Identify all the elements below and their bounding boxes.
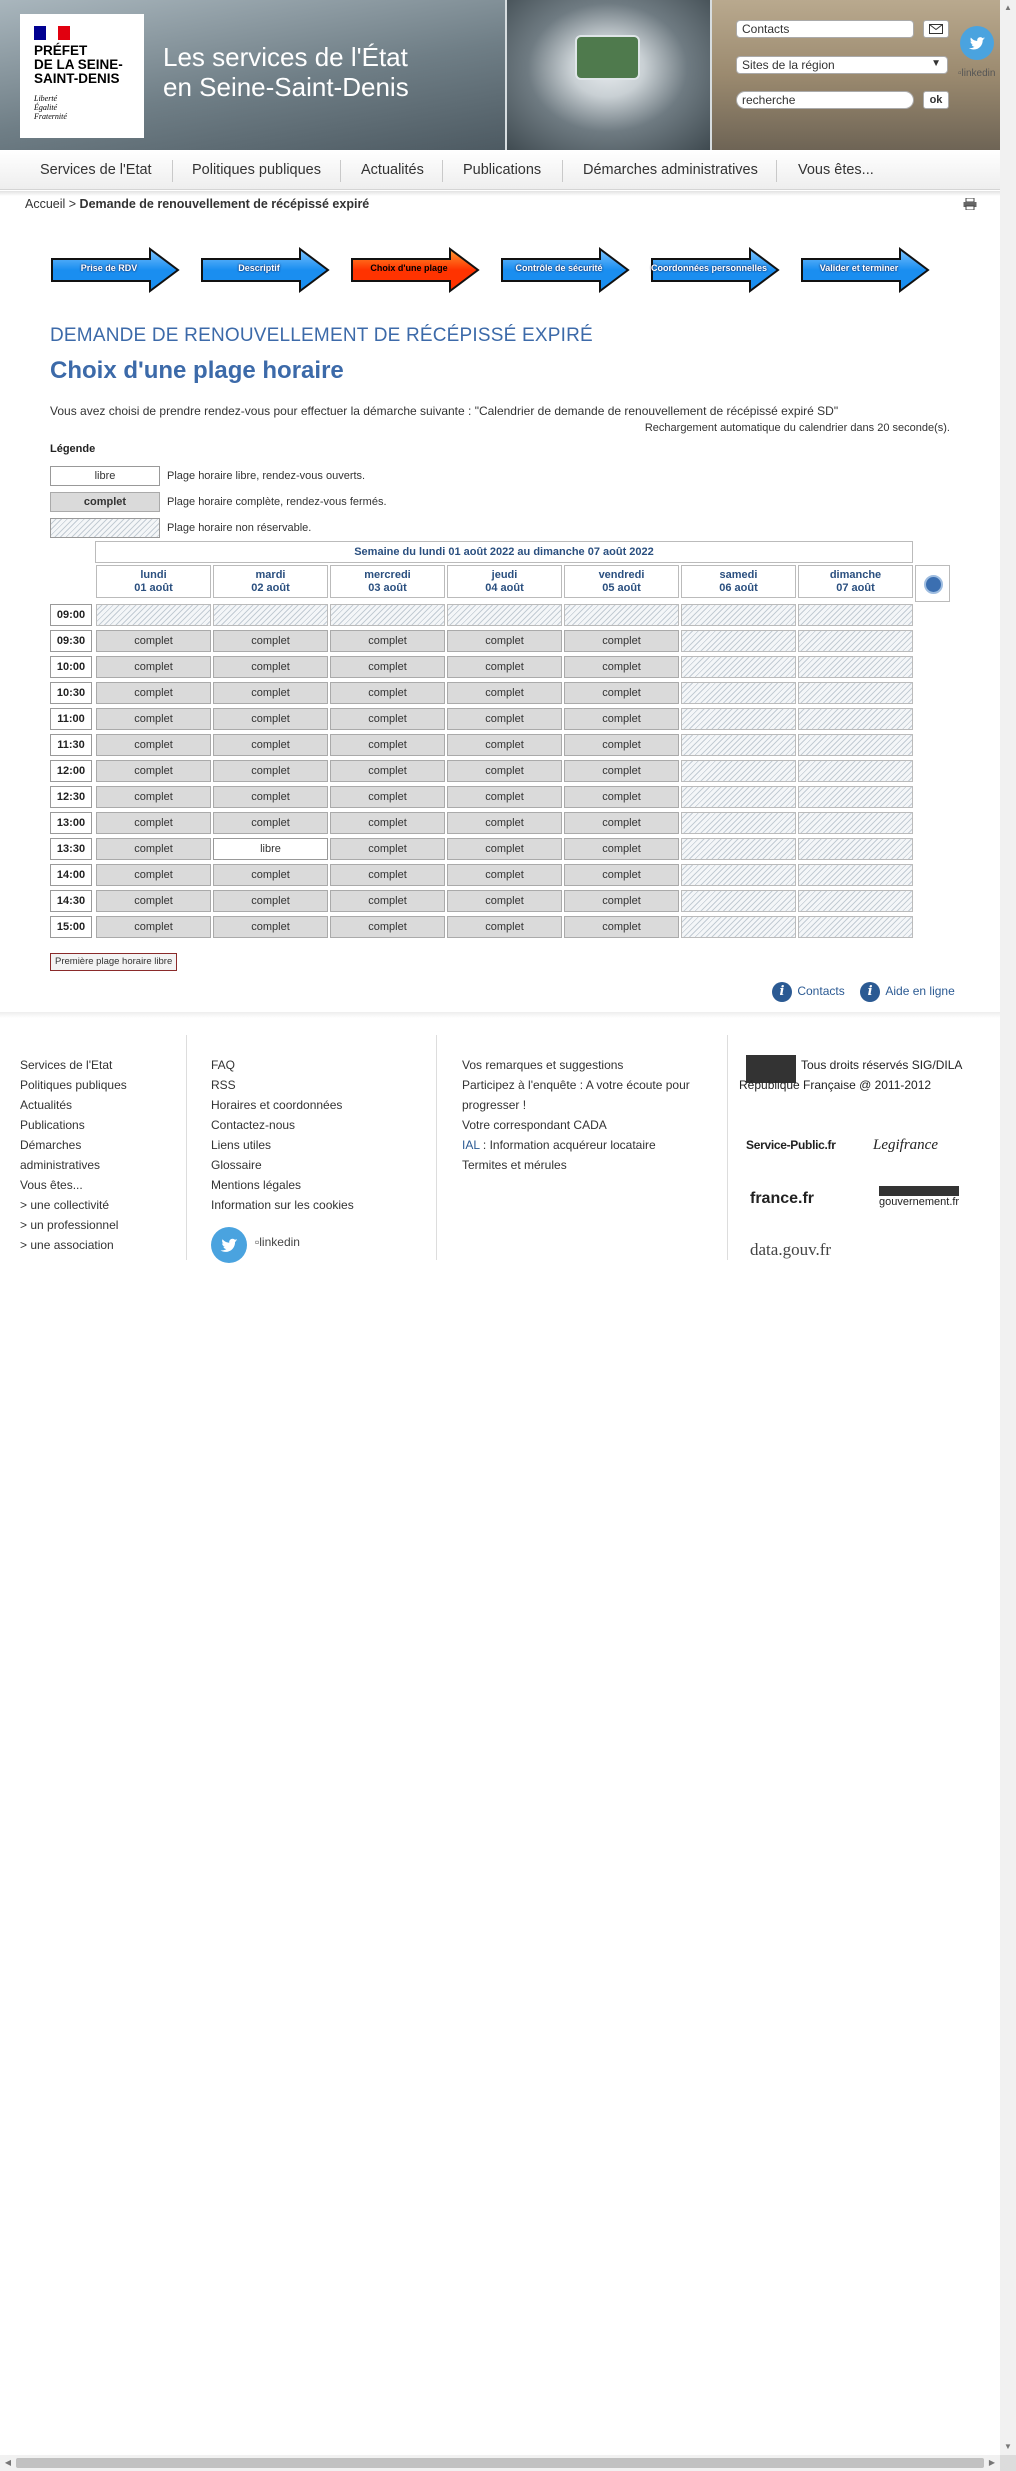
republic-motto: Liberté Égalité Fraternité bbox=[34, 94, 67, 121]
footer-link-enquete[interactable]: Participez à l'enquête : A votre écoute pour progresser ! bbox=[462, 1078, 690, 1112]
slot-full: complet bbox=[96, 734, 211, 756]
slot-full: complet bbox=[564, 890, 679, 912]
day-name: mercredi bbox=[364, 569, 411, 581]
day-header-dimanche bbox=[798, 565, 913, 598]
nav-item-politiques[interactable]: Politiques publiques bbox=[192, 162, 321, 178]
mail-button[interactable] bbox=[923, 20, 949, 38]
day-header-mardi bbox=[213, 565, 328, 598]
france-fr-logo[interactable]: france.fr bbox=[750, 1190, 815, 1207]
slot-full: complet bbox=[564, 916, 679, 938]
slot-full: complet bbox=[447, 760, 562, 782]
slot-full: complet bbox=[213, 734, 328, 756]
slot-full: complet bbox=[330, 708, 445, 730]
slot-unavailable bbox=[681, 838, 796, 860]
slot-unavailable bbox=[798, 630, 913, 652]
stadium-pitch bbox=[575, 35, 640, 80]
nav-item-services[interactable]: Services de l'Etat bbox=[40, 162, 152, 178]
slot-full: complet bbox=[447, 708, 562, 730]
footer-info-link[interactable]: Horaires et coordonnées bbox=[211, 1098, 343, 1112]
horizontal-scroll-thumb[interactable] bbox=[16, 2458, 984, 2468]
slot-full: complet bbox=[96, 812, 211, 834]
footer-info-link[interactable]: Liens utiles bbox=[211, 1138, 272, 1152]
day-date: 04 août bbox=[485, 582, 524, 594]
slot-unavailable bbox=[798, 864, 913, 886]
slot-full: complet bbox=[96, 916, 211, 938]
day-header-lundi bbox=[96, 565, 211, 598]
slot-full: complet bbox=[213, 682, 328, 704]
slot-unavailable bbox=[798, 604, 913, 626]
scrollbar-corner bbox=[1000, 2455, 1016, 2471]
legend-title: Légende bbox=[50, 443, 96, 455]
nav-separator bbox=[776, 160, 777, 182]
linkedin-footer-image[interactable]: ▫linkedin bbox=[255, 1235, 300, 1249]
nav-separator bbox=[172, 160, 173, 182]
footer-info-link[interactable]: Contactez-nous bbox=[211, 1118, 296, 1132]
slot-unavailable bbox=[798, 890, 913, 912]
slot-unavailable bbox=[798, 708, 913, 730]
slot-full: complet bbox=[330, 812, 445, 834]
day-date: 02 août bbox=[251, 582, 290, 594]
time-label: 10:30 bbox=[50, 682, 92, 704]
slot-full: complet bbox=[330, 786, 445, 808]
step-label: Choix d'une plage bbox=[370, 263, 448, 273]
slot-full: complet bbox=[447, 916, 562, 938]
slot-full: complet bbox=[96, 682, 211, 704]
footer-divider bbox=[727, 1035, 728, 1260]
day-header-jeudi bbox=[447, 565, 562, 598]
footer-info-link[interactable]: Glossaire bbox=[211, 1158, 262, 1172]
slot-full: complet bbox=[330, 682, 445, 704]
breadcrumb-separator: > bbox=[65, 197, 80, 211]
footer-info-link[interactable]: RSS bbox=[211, 1078, 236, 1092]
help-link[interactable]: Aide en ligne bbox=[885, 984, 955, 999]
linkedin-header-image[interactable]: ▫linkedin bbox=[958, 68, 996, 79]
nav-item-actualites[interactable]: Actualités bbox=[361, 162, 424, 178]
slot-full: complet bbox=[330, 838, 445, 860]
contacts-link[interactable]: Contacts bbox=[797, 984, 845, 999]
time-label: 15:00 bbox=[50, 916, 92, 938]
slot-unavailable bbox=[681, 656, 796, 678]
slot-full: complet bbox=[213, 916, 328, 938]
time-label: 12:30 bbox=[50, 786, 92, 808]
footer-divider bbox=[186, 1035, 187, 1260]
slot-full: complet bbox=[447, 812, 562, 834]
slot-full: complet bbox=[330, 916, 445, 938]
footer-nav-link[interactable]: > une association bbox=[20, 1238, 114, 1252]
slot-unavailable bbox=[96, 604, 211, 626]
time-label: 09:30 bbox=[50, 630, 92, 652]
day-name: mardi bbox=[255, 569, 286, 581]
breadcrumb-current: Demande de renouvellement de récépissé expiré bbox=[79, 197, 370, 211]
footer-nav-link[interactable]: Vous êtes... bbox=[20, 1178, 83, 1192]
footer-nav-link[interactable]: administratives bbox=[20, 1158, 101, 1172]
slot-full: complet bbox=[330, 890, 445, 912]
step-4 bbox=[500, 247, 632, 293]
slot-full: complet bbox=[96, 864, 211, 886]
slot-unavailable bbox=[681, 604, 796, 626]
next-week-button[interactable] bbox=[915, 565, 950, 602]
sites-region-select[interactable] bbox=[736, 56, 948, 74]
time-label: 14:00 bbox=[50, 864, 92, 886]
day-name: vendredi bbox=[598, 569, 645, 581]
legifrance-logo[interactable]: Legifrance bbox=[873, 1137, 938, 1153]
time-label: 10:00 bbox=[50, 656, 92, 678]
day-date: 03 août bbox=[368, 582, 407, 594]
step-6 bbox=[800, 247, 932, 293]
slot-full: complet bbox=[330, 864, 445, 886]
day-name: lundi bbox=[140, 569, 167, 581]
day-date: 01 août bbox=[134, 582, 173, 594]
slot-full: complet bbox=[96, 656, 211, 678]
slot-unavailable bbox=[213, 604, 328, 626]
twitter-icon bbox=[211, 1227, 247, 1263]
footer-nav-link[interactable]: Publications bbox=[20, 1118, 85, 1132]
slot-full: complet bbox=[447, 838, 562, 860]
week-header: Semaine du lundi 01 août 2022 au dimanche 07 août 2022 bbox=[95, 541, 913, 563]
footer-nav-link[interactable]: > un professionnel bbox=[20, 1218, 119, 1232]
slot-full: complet bbox=[96, 760, 211, 782]
slot-full: complet bbox=[96, 838, 211, 860]
twitter-icon bbox=[960, 26, 994, 60]
slot-unavailable bbox=[681, 916, 796, 938]
procedure-title: DEMANDE DE RENOUVELLEMENT DE RÉCÉPISSÉ EXPIRÉ bbox=[50, 325, 593, 346]
slot-full: complet bbox=[564, 656, 679, 678]
breadcrumb bbox=[25, 197, 369, 211]
step-3 bbox=[350, 247, 482, 293]
scroll-left-icon[interactable]: ◀ bbox=[4, 2458, 12, 2467]
mail-icon bbox=[929, 24, 943, 34]
slot-unavailable bbox=[681, 734, 796, 756]
vertical-scrollbar[interactable] bbox=[1000, 0, 1016, 2455]
slot-unavailable bbox=[798, 656, 913, 678]
slot-unavailable bbox=[681, 812, 796, 834]
marianne-flag-icon bbox=[34, 26, 70, 40]
legend-swatch-free: libre bbox=[50, 466, 160, 486]
page-title: Choix d'une plage horaire bbox=[50, 357, 344, 384]
footer-nav-link[interactable]: Politiques publiques bbox=[20, 1078, 127, 1092]
day-name: dimanche bbox=[829, 569, 882, 581]
search-ok-button[interactable]: ok bbox=[923, 91, 949, 109]
data-gouv-logo[interactable]: data.gouv.fr bbox=[750, 1240, 832, 1259]
slot-full: complet bbox=[96, 708, 211, 730]
nav-separator bbox=[340, 160, 341, 182]
scroll-up-icon[interactable]: ▲ bbox=[1004, 3, 1012, 12]
nav-separator bbox=[562, 160, 563, 182]
slot-unavailable bbox=[681, 682, 796, 704]
print-icon[interactable] bbox=[963, 198, 977, 210]
step-label: Contrôle de sécurité bbox=[515, 263, 603, 273]
day-header-vendredi bbox=[564, 565, 679, 598]
day-header-samedi bbox=[681, 565, 796, 598]
gouvernement-logo[interactable]: gouvernement.fr bbox=[879, 1186, 959, 1214]
ial-abbr: IAL bbox=[462, 1138, 480, 1152]
legend-swatch-hatch bbox=[50, 518, 160, 538]
footer-link-remarques[interactable]: Vos remarques et suggestions bbox=[462, 1058, 624, 1072]
twitter-header-button[interactable] bbox=[960, 26, 994, 60]
nav-item-publications[interactable]: Publications bbox=[463, 162, 542, 178]
slot-unavailable bbox=[681, 864, 796, 886]
footer-link-cada[interactable]: Votre correspondant CADA bbox=[462, 1118, 607, 1132]
reload-countdown: Rechargement automatique du calendrier dans 20 seconde(s). bbox=[644, 422, 950, 434]
slot-full: complet bbox=[96, 786, 211, 808]
twitter-footer-button[interactable] bbox=[211, 1227, 247, 1263]
intro-text: Vous avez choisi de prendre rendez-vous pour effectuer la démarche suivante : "Calendrier de demande de renouvellement de récépissé expiré SD" bbox=[50, 404, 839, 418]
footer-info-link[interactable]: FAQ bbox=[211, 1058, 236, 1072]
slot-unavailable bbox=[681, 760, 796, 782]
slot-full: complet bbox=[447, 864, 562, 886]
help-links bbox=[772, 982, 955, 1006]
slot-full: complet bbox=[213, 760, 328, 782]
nav-item-demarches[interactable]: Démarches administratives bbox=[583, 162, 758, 178]
time-label: 12:00 bbox=[50, 760, 92, 782]
slot-full: complet bbox=[213, 864, 328, 886]
legend-swatch-full: complet bbox=[50, 492, 160, 512]
rights-text: Tous droits réservés SIG/DILA République Française @ 2011-2012 bbox=[739, 1058, 962, 1092]
nav-item-vous-etes[interactable]: Vous êtes... bbox=[798, 162, 874, 178]
footer-separator bbox=[0, 1012, 1000, 1018]
step-2 bbox=[200, 247, 332, 293]
header-divider bbox=[710, 0, 712, 150]
day-name: samedi bbox=[719, 569, 758, 581]
slot-unavailable bbox=[564, 604, 679, 626]
legend-text: Plage horaire complète, rendez-vous fermés. bbox=[167, 496, 387, 508]
footer-nav-link[interactable]: Services de l'Etat bbox=[20, 1058, 113, 1072]
step-label: Descriptif bbox=[238, 263, 280, 273]
site-title-line1: Les services de l'État bbox=[163, 42, 408, 72]
nav-shadow bbox=[0, 191, 1000, 196]
slot-full: complet bbox=[447, 890, 562, 912]
prefet-name: PRÉFET DE LA SEINE- SAINT-DENIS bbox=[34, 43, 123, 86]
slot-full: complet bbox=[330, 656, 445, 678]
footer-nav-link[interactable]: Actualités bbox=[20, 1098, 73, 1112]
slot-free[interactable]: libre bbox=[213, 838, 328, 860]
slot-full: complet bbox=[213, 656, 328, 678]
legend-text: Plage horaire non réservable. bbox=[167, 522, 312, 534]
slot-unavailable bbox=[798, 760, 913, 782]
slot-full: complet bbox=[564, 760, 679, 782]
main-nav bbox=[0, 150, 1000, 190]
prefet-logo[interactable] bbox=[20, 14, 144, 138]
slot-full: complet bbox=[564, 786, 679, 808]
slot-unavailable bbox=[447, 604, 562, 626]
time-label: 13:30 bbox=[50, 838, 92, 860]
slot-full: complet bbox=[330, 760, 445, 782]
breadcrumb-home[interactable]: Accueil bbox=[25, 197, 66, 211]
slot-full: complet bbox=[447, 656, 562, 678]
footer-nav-link[interactable]: > une collectivité bbox=[20, 1198, 110, 1212]
sites-region-value: Sites de la région bbox=[742, 58, 835, 72]
slot-full: complet bbox=[564, 812, 679, 834]
slot-full: complet bbox=[447, 734, 562, 756]
slot-unavailable bbox=[681, 786, 796, 808]
slot-full: complet bbox=[213, 812, 328, 834]
slot-full: complet bbox=[564, 630, 679, 652]
slot-full: complet bbox=[447, 630, 562, 652]
horizontal-scrollbar[interactable] bbox=[0, 2455, 1000, 2471]
legend-text: Plage horaire libre, rendez-vous ouverts. bbox=[167, 470, 366, 482]
nav-separator bbox=[442, 160, 443, 182]
slot-full: complet bbox=[330, 630, 445, 652]
day-header-mercredi bbox=[330, 565, 445, 598]
footer-info-link[interactable]: Mentions légales bbox=[211, 1178, 302, 1192]
day-date: 06 août bbox=[719, 582, 758, 594]
slot-unavailable bbox=[798, 916, 913, 938]
service-public-logo[interactable]: Service-Public.fr bbox=[746, 1138, 836, 1152]
info-icon: i bbox=[772, 982, 792, 1002]
site-title-line2: en Seine-Saint-Denis bbox=[163, 72, 409, 102]
step-label: Valider et terminer bbox=[819, 263, 899, 273]
step-1 bbox=[50, 247, 182, 293]
slot-unavailable bbox=[798, 786, 913, 808]
slot-unavailable bbox=[681, 708, 796, 730]
step-label: Coordonnées personnelles bbox=[650, 263, 768, 273]
slot-unavailable bbox=[681, 890, 796, 912]
site-title[interactable] bbox=[163, 42, 409, 102]
slot-full: complet bbox=[213, 890, 328, 912]
slot-full: complet bbox=[564, 708, 679, 730]
slot-full: complet bbox=[447, 682, 562, 704]
time-label: 09:00 bbox=[50, 604, 92, 626]
site-header bbox=[0, 0, 1000, 150]
refresh-icon bbox=[924, 575, 943, 594]
slot-unavailable bbox=[330, 604, 445, 626]
footer-link-termites[interactable]: Termites et mérules bbox=[462, 1158, 567, 1172]
step-5 bbox=[650, 247, 782, 293]
slot-full: complet bbox=[564, 682, 679, 704]
chevron-down-icon: ▼ bbox=[931, 58, 941, 69]
slot-unavailable bbox=[798, 682, 913, 704]
footer-col-nav bbox=[20, 1055, 180, 1255]
time-label: 14:30 bbox=[50, 890, 92, 912]
scroll-down-icon[interactable]: ▼ bbox=[1004, 2442, 1012, 2451]
footer-col-engage bbox=[462, 1055, 712, 1175]
slot-unavailable bbox=[681, 630, 796, 652]
footer-link-ial[interactable] bbox=[462, 1135, 712, 1155]
slot-unavailable bbox=[798, 812, 913, 834]
slot-full: complet bbox=[564, 838, 679, 860]
slot-full: complet bbox=[564, 734, 679, 756]
scroll-right-icon[interactable]: ▶ bbox=[988, 2458, 996, 2467]
day-name: jeudi bbox=[491, 569, 518, 581]
slot-full: complet bbox=[447, 786, 562, 808]
search-input[interactable]: recherche bbox=[736, 91, 914, 109]
contacts-field[interactable]: Contacts bbox=[736, 20, 914, 38]
footer-info-link[interactable]: Information sur les cookies bbox=[211, 1198, 354, 1212]
slot-full: complet bbox=[213, 630, 328, 652]
header-divider bbox=[505, 0, 507, 150]
info-icon: i bbox=[860, 982, 880, 1002]
slot-full: complet bbox=[96, 630, 211, 652]
slot-full: complet bbox=[213, 786, 328, 808]
day-date: 05 août bbox=[602, 582, 641, 594]
slot-unavailable bbox=[798, 838, 913, 860]
ial-text: : Information acquéreur locataire bbox=[479, 1138, 656, 1152]
footer-nav-link[interactable]: Démarches bbox=[20, 1138, 82, 1152]
slot-full: complet bbox=[96, 890, 211, 912]
slot-unavailable bbox=[798, 734, 913, 756]
step-label: Prise de RDV bbox=[80, 263, 138, 273]
footer-col-info bbox=[211, 1055, 431, 1215]
day-date: 07 août bbox=[836, 582, 875, 594]
slot-full: complet bbox=[213, 708, 328, 730]
time-label: 11:00 bbox=[50, 708, 92, 730]
slot-full: complet bbox=[330, 734, 445, 756]
slot-full: complet bbox=[564, 864, 679, 886]
time-label: 13:00 bbox=[50, 812, 92, 834]
first-free-slot-button[interactable]: Première plage horaire libre bbox=[50, 953, 177, 971]
footer-divider bbox=[436, 1035, 437, 1260]
time-label: 11:30 bbox=[50, 734, 92, 756]
